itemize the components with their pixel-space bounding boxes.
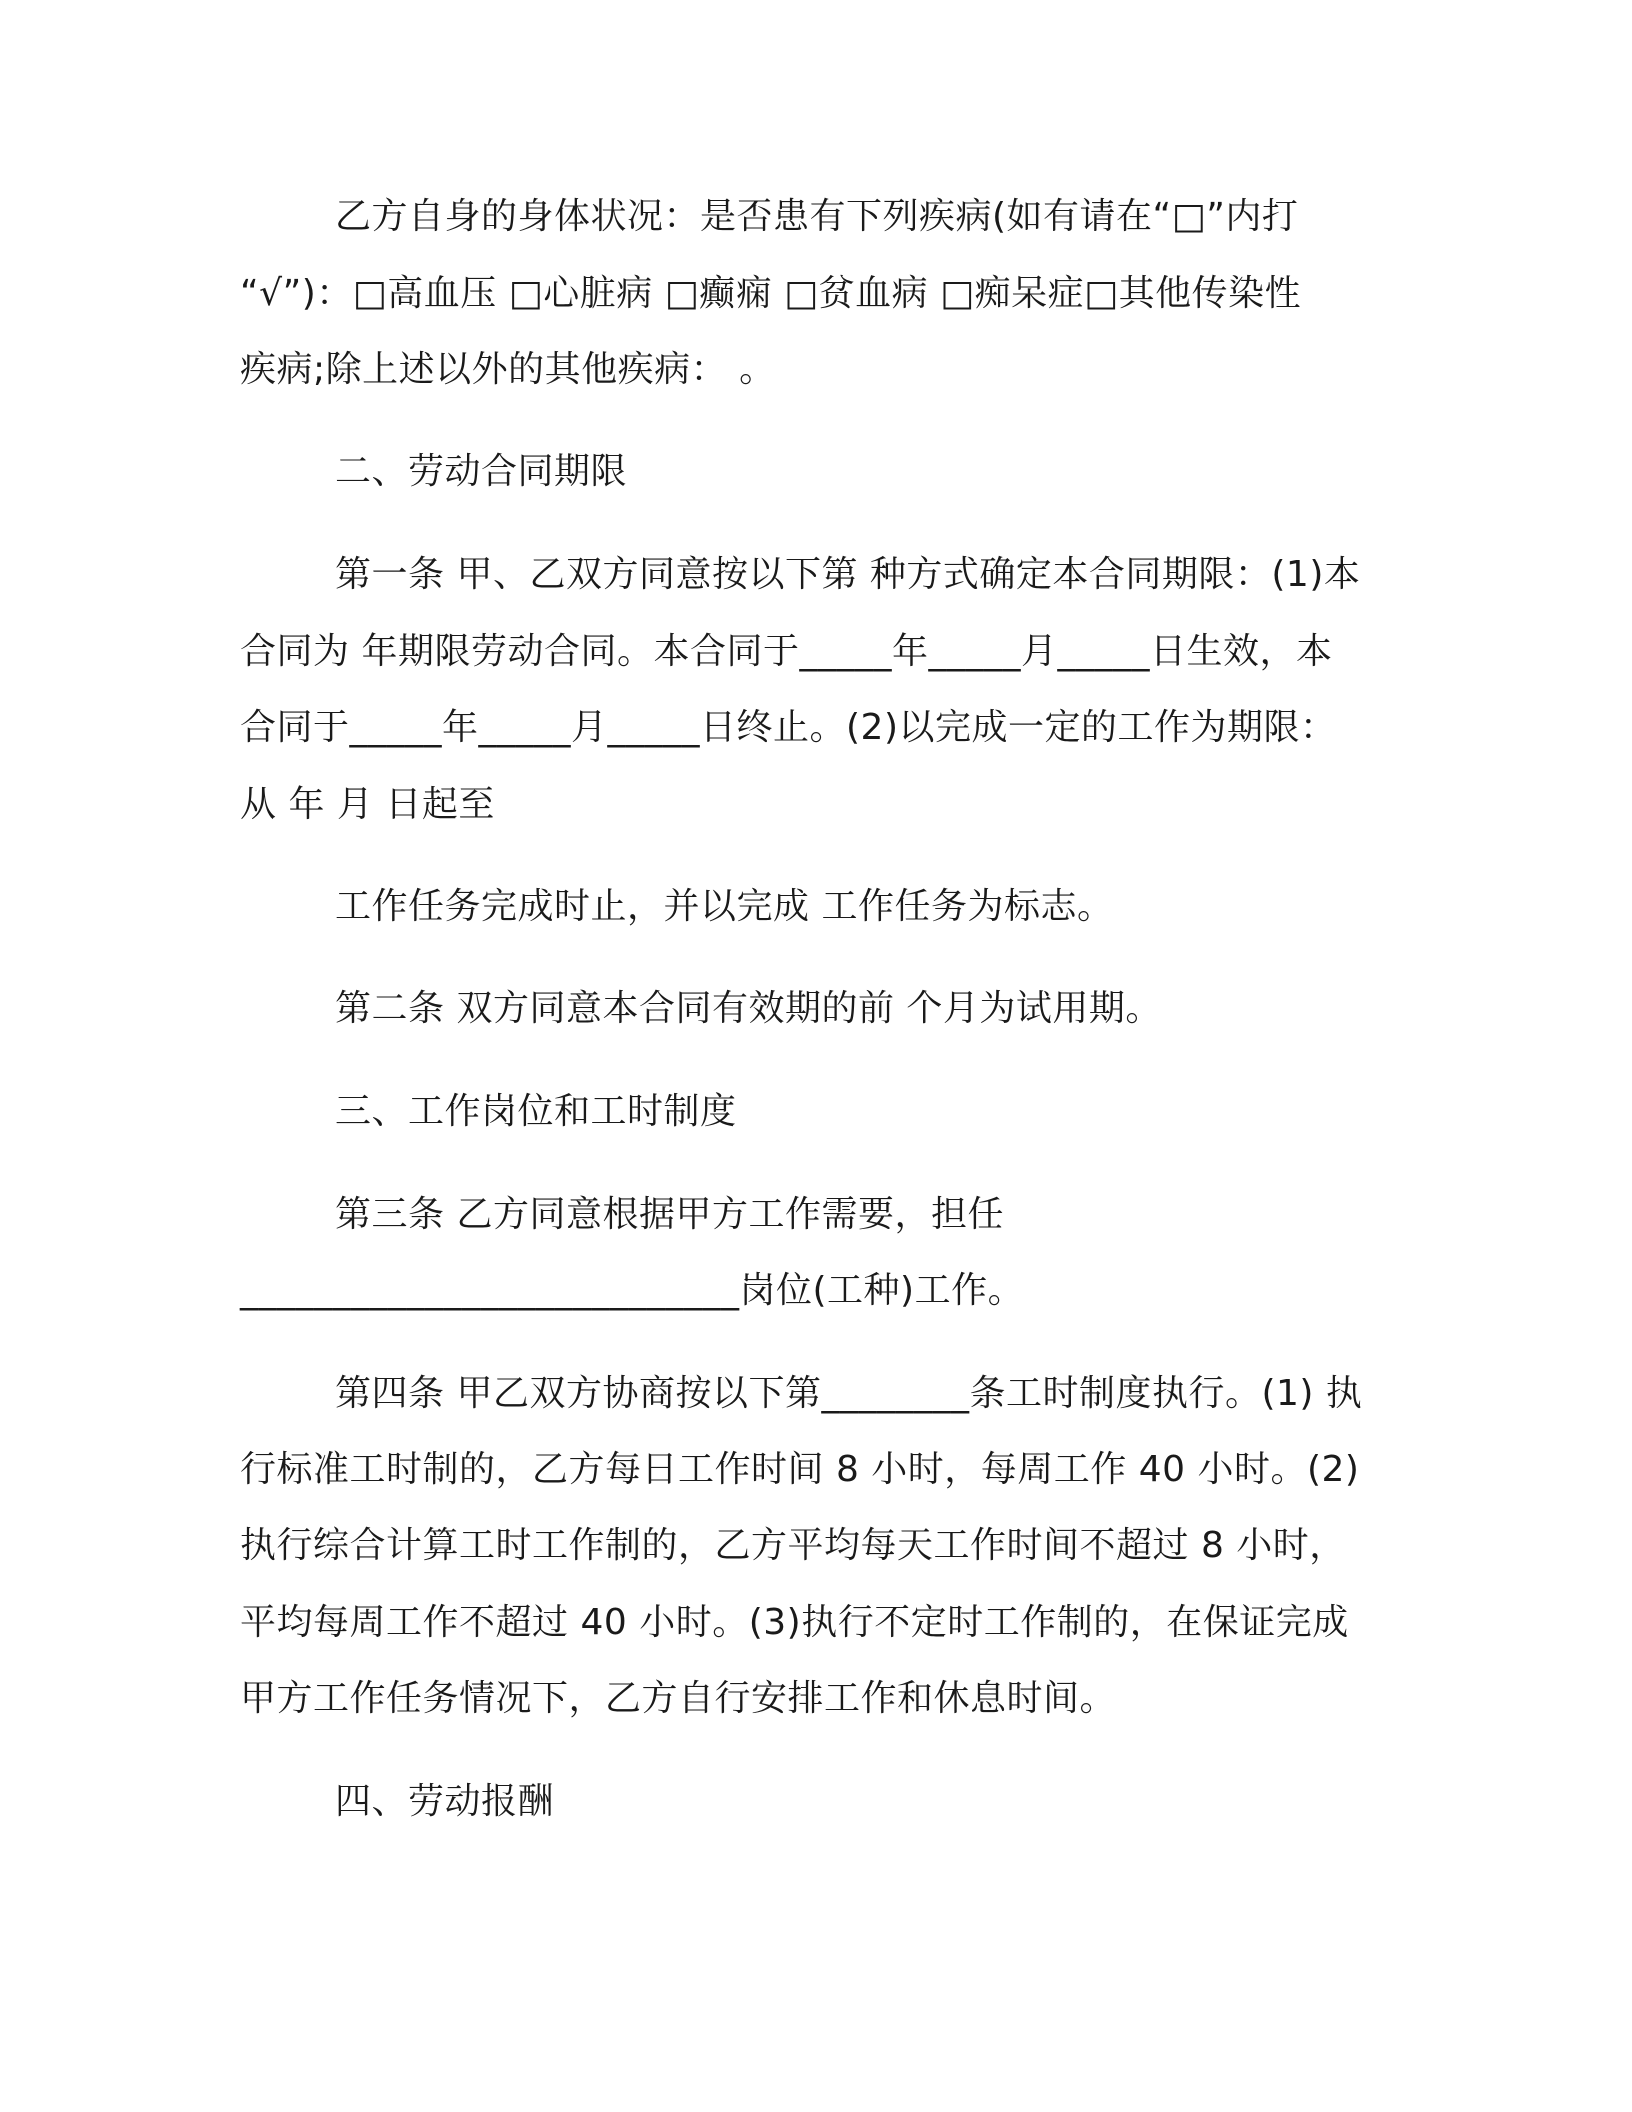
- article-4-line-1: 第四条 甲乙双方协商按以下第________条工时制度执行。(1) 执: [335, 1373, 1363, 1414]
- article-4-line-3: 执行综合计算工时工作制的，乙方平均每天工作时间不超过 8 小时，: [240, 1525, 1346, 1566]
- health-status-paragraph-line-2: “√”)：□高血压 □心脏病 □癫痫 □贫血病 □痴呆症□其他传染性: [240, 273, 1302, 314]
- section-heading-position-hours: 三、工作岗位和工时制度: [335, 1091, 737, 1132]
- article-3-line-2: ___________________________岗位(工种)工作。: [240, 1270, 1025, 1311]
- article-1-line-1: 第一条 甲、乙双方同意按以下第 种方式确定本合同期限：(1)本: [335, 554, 1361, 595]
- section-heading-remuneration: 四、劳动报酬: [335, 1781, 555, 1822]
- article-1-line-4: 从 年 月 日起至: [240, 784, 495, 825]
- article-4-line-4: 平均每周工作不超过 40 小时。(3)执行不定时工作制的，在保证完成: [240, 1602, 1349, 1643]
- section-heading-contract-term: 二、劳动合同期限: [335, 451, 628, 492]
- health-status-paragraph-line-3: 疾病;除上述以外的其他疾病： 。: [240, 349, 776, 390]
- article-3-line-1: 第三条 乙方同意根据甲方工作需要，担任: [335, 1194, 1004, 1235]
- article-2-paragraph: 第二条 双方同意本合同有效期的前 个月为试用期。: [335, 988, 1162, 1029]
- health-status-paragraph-line-1: 乙方自身的身体状况：是否患有下列疾病(如有请在“□”内打: [335, 196, 1299, 237]
- article-4-line-2: 行标准工时制的，乙方每日工作时间 8 小时，每周工作 40 小时。(2): [240, 1449, 1360, 1490]
- article-1-line-3: 合同于_____年_____月_____日终止。(2)以完成一定的工作为期限：: [240, 707, 1337, 748]
- task-completion-paragraph: 工作任务完成时止，并以完成 工作任务为标志。: [335, 886, 1114, 927]
- article-1-line-2: 合同为 年期限劳动合同。本合同于_____年_____月_____日生效，本: [240, 631, 1333, 672]
- article-4-line-5: 甲方工作任务情况下，乙方自行安排工作和休息时间。: [240, 1678, 1117, 1719]
